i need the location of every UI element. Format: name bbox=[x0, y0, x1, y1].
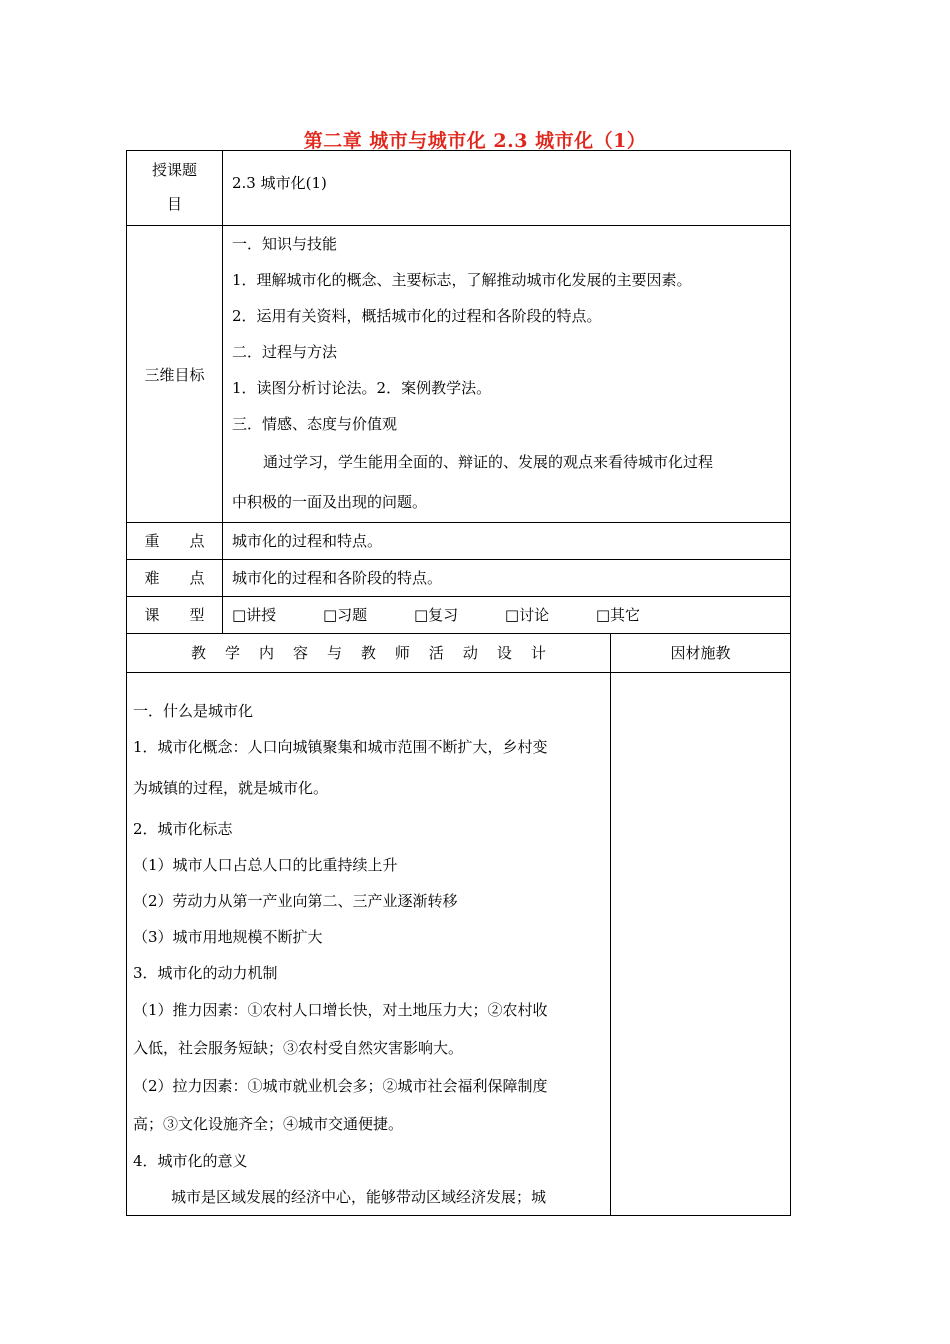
content-row bbox=[127, 673, 791, 1216]
design-header-cell bbox=[127, 634, 611, 673]
content-line: 一．什么是城市化 bbox=[133, 702, 254, 720]
goals-content-cell bbox=[223, 226, 791, 523]
content-line: 城市是区域发展的经济中心，能够带动区域经济发展；城 bbox=[171, 1188, 547, 1206]
key-point-row bbox=[127, 523, 791, 560]
content-line: （1）城市人口占总人口的比重持续上升 bbox=[133, 856, 398, 874]
page-title: 第二章 城市与城市化 2.3 城市化（1） bbox=[303, 130, 647, 152]
content-line: 3．城市化的动力机制 bbox=[133, 964, 278, 982]
lesson-type-exercise-checkbox[interactable]: □习题 bbox=[322, 606, 368, 624]
key-point-value: 城市化的过程和特点。 bbox=[232, 532, 383, 550]
lesson-plan-table bbox=[126, 150, 791, 1216]
lesson-type-other-checkbox[interactable]: □其它 bbox=[595, 606, 641, 624]
side-notes-cell bbox=[611, 673, 791, 1216]
goals-line: 中积极的一面及出现的问题。 bbox=[232, 493, 428, 511]
goals-line: 2．运用有关资料，概括城市化的过程和各阶段的特点。 bbox=[232, 307, 602, 325]
lesson-type-lecture-checkbox[interactable]: □讲授 bbox=[232, 606, 277, 624]
content-line: （3）城市用地规模不断扩大 bbox=[133, 928, 323, 946]
goals-row bbox=[127, 226, 791, 523]
goals-line: 一．知识与技能 bbox=[232, 235, 338, 253]
content-line: 4．城市化的意义 bbox=[133, 1152, 248, 1170]
content-line: 入低，社会服务短缺；③农村受自然灾害影响大。 bbox=[133, 1039, 464, 1057]
content-line: （2）劳动力从第一产业向第二、三产业逐渐转移 bbox=[133, 892, 458, 910]
content-line: 高；③文化设施齐全；④城市交通便捷。 bbox=[133, 1115, 404, 1133]
design-header-side: 因材施教 bbox=[611, 634, 791, 673]
content-line: 为城镇的过程，就是城市化。 bbox=[133, 779, 329, 797]
content-line: （2）拉力因素：①城市就业机会多；②城市社会福利保障制度 bbox=[133, 1077, 548, 1095]
lesson-type-options bbox=[223, 597, 790, 633]
content-line: （1）推力因素：①农村人口增长快，对土地压力大；②农村收 bbox=[133, 1001, 548, 1019]
goals-line: 二．过程与方法 bbox=[232, 343, 338, 361]
difficult-point-row bbox=[127, 560, 791, 597]
design-header-title: 教 学 内 容 与 教 师 活 动 设 计 bbox=[191, 644, 546, 662]
topic-row bbox=[127, 151, 791, 226]
lesson-type-row bbox=[127, 597, 791, 634]
topic-label-cell bbox=[127, 151, 223, 226]
lesson-type-review-checkbox[interactable]: □复习 bbox=[413, 606, 459, 624]
content-line: 2．城市化标志 bbox=[133, 820, 233, 838]
topic-value: 2.3 城市化(1) bbox=[232, 174, 327, 192]
key-point-label: 重 点 bbox=[127, 523, 223, 560]
content-cell bbox=[127, 673, 611, 1216]
topic-label-line2: 目 bbox=[166, 195, 182, 213]
topic-value-cell bbox=[223, 151, 791, 226]
goals-line: 1．读图分析讨论法。2．案例教学法。 bbox=[232, 379, 492, 397]
goals-label: 三维目标 bbox=[144, 365, 205, 384]
lesson-type-label: 课 型 bbox=[127, 597, 223, 634]
goals-label-cell bbox=[127, 226, 223, 523]
goals-line: 1．理解城市化的概念、主要标志，了解推动城市化发展的主要因素。 bbox=[232, 271, 692, 289]
design-header-row bbox=[127, 634, 791, 673]
difficult-point-value: 城市化的过程和各阶段的特点。 bbox=[232, 569, 443, 587]
goals-line: 通过学习，学生能用全面的、辩证的、发展的观点来看待城市化过程 bbox=[263, 453, 714, 471]
goals-line: 三．情感、态度与价值观 bbox=[232, 415, 398, 433]
lesson-type-discussion-checkbox[interactable]: □讨论 bbox=[504, 606, 550, 624]
content-line: 1．城市化概念：人口向城镇聚集和城市范围不断扩大，乡村变 bbox=[133, 738, 548, 756]
difficult-point-label: 难 点 bbox=[127, 560, 223, 597]
topic-label-line1: 授课题 bbox=[151, 161, 197, 179]
